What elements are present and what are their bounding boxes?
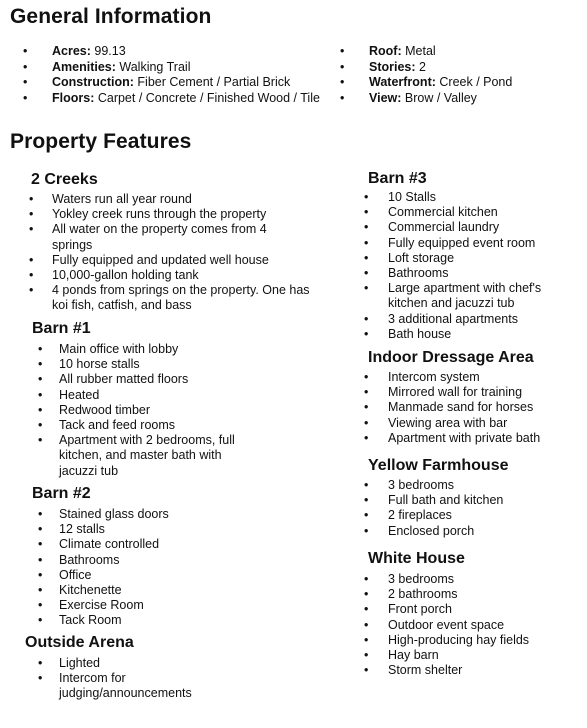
acres-value: 99.13 — [94, 44, 126, 58]
list-item: • Bathrooms — [32, 553, 262, 568]
list-item: • Mirrored wall for training — [361, 385, 576, 400]
list-item: • Large apartment with chef's kitchen and jacuzzi tub — [361, 281, 566, 311]
list-item: • All rubber matted floors — [32, 372, 262, 387]
list-item: • Enclosed porch — [361, 524, 566, 539]
list-item: • Exercise Room — [32, 598, 262, 613]
list-item: • Waters run all year round — [25, 192, 310, 207]
creeks-heading: 2 Creeks — [31, 171, 98, 188]
list-item: • Bath house — [361, 327, 566, 342]
floors-row — [10, 91, 320, 107]
list-item: • Full bath and kitchen — [361, 493, 566, 508]
list-item: • 2 bathrooms — [361, 587, 566, 602]
list-item: • High-producing hay fields — [361, 633, 566, 648]
list-item: • 10 horse stalls — [32, 357, 262, 372]
list-item: • Kitchenette — [32, 583, 262, 598]
floors-value: Carpet / Concrete / Finished Wood / Tile — [97, 90, 320, 105]
view-label: View: — [369, 90, 402, 105]
creeks-list — [25, 192, 310, 314]
white-house-list — [361, 572, 566, 678]
list-item: • Intercom system — [361, 370, 576, 385]
list-item: • 3 bedrooms — [361, 572, 566, 587]
list-item: • Redwood timber — [32, 403, 262, 418]
roof-row — [327, 44, 512, 60]
white-house-heading: White House — [368, 550, 465, 567]
barn1-heading: Barn #1 — [32, 320, 91, 337]
outside-arena-heading: Outside Arena — [25, 634, 134, 651]
list-item: • 12 stalls — [32, 522, 262, 537]
list-item: • 2 fireplaces — [361, 508, 566, 523]
list-item: • Main office with lobby — [32, 342, 262, 357]
list-item: • Heated — [32, 388, 262, 403]
stories-value: 2 — [419, 59, 426, 74]
list-item: • Yokley creek runs through the property — [25, 207, 310, 222]
amenities-value: Walking Trail — [119, 59, 191, 74]
list-item: • 4 ponds from springs on the property. One has koi fish, catfish, and bass — [25, 283, 310, 313]
waterfront-value: Creek / Pond — [439, 75, 513, 89]
list-item: • Hay barn — [361, 648, 566, 663]
amenities-row — [10, 60, 320, 76]
farmhouse-heading: Yellow Farmhouse — [368, 457, 509, 474]
list-item: • Manmade sand for horses — [361, 400, 576, 415]
stories-label: Stories: — [369, 59, 416, 74]
construction-row — [10, 75, 320, 91]
amenities-label: Amenities: — [52, 59, 116, 74]
list-item: • Apartment with private bath — [361, 431, 576, 446]
list-item: • Commercial laundry — [361, 220, 566, 235]
barn2-heading: Barn #2 — [32, 485, 91, 502]
construction-label: Construction: — [52, 75, 134, 89]
dressage-list — [361, 370, 576, 446]
dressage-heading: Indoor Dressage Area — [368, 349, 534, 366]
stories-row — [327, 60, 512, 76]
list-item: • 10 Stalls — [361, 190, 566, 205]
list-item: • Loft storage — [361, 251, 566, 266]
general-info-left-list — [10, 44, 320, 106]
acres-label: Acres: — [52, 44, 91, 58]
waterfront-label: Waterfront: — [369, 75, 436, 89]
list-item: • Apartment with 2 bedrooms, full kitchen, and master bath with jacuzzi tub — [32, 433, 262, 479]
list-item: • Fully equipped and updated well house — [25, 253, 310, 268]
list-item: • Commercial kitchen — [361, 205, 566, 220]
farmhouse-list — [361, 478, 566, 539]
list-item: • 10,000-gallon holding tank — [25, 268, 310, 283]
floors-label: Floors: — [52, 90, 95, 105]
roof-value: Metal — [405, 44, 436, 58]
list-item: • Storm shelter — [361, 663, 566, 678]
list-item: • Tack Room — [32, 613, 262, 628]
list-item: • Climate controlled — [32, 537, 262, 552]
waterfront-row — [327, 75, 512, 91]
outside-arena-list — [32, 656, 222, 702]
list-item: • Stained glass doors — [32, 507, 262, 522]
roof-label: Roof: — [369, 44, 402, 58]
list-item: • Front porch — [361, 602, 566, 617]
list-item: • Bathrooms — [361, 266, 566, 281]
barn1-list — [32, 342, 262, 479]
general-information-title: General Information — [10, 5, 212, 28]
list-item: • Outdoor event space — [361, 618, 566, 633]
list-item: • Office — [32, 568, 262, 583]
list-item: • Intercom for judging/announcements — [32, 671, 222, 701]
list-item: • 3 additional apartments — [361, 312, 566, 327]
list-item: • Lighted — [32, 656, 222, 671]
acres-row — [10, 44, 320, 60]
list-item: • Fully equipped event room — [361, 236, 566, 251]
barn3-heading: Barn #3 — [368, 170, 427, 187]
property-features-title: Property Features — [10, 130, 192, 153]
view-row — [327, 91, 512, 107]
list-item: • All water on the property comes from 4 springs — [25, 222, 310, 252]
barn3-list — [361, 190, 566, 342]
list-item: • Tack and feed rooms — [32, 418, 262, 433]
list-item: • Viewing area with bar — [361, 416, 576, 431]
construction-value: Fiber Cement / Partial Brick — [137, 75, 291, 89]
general-info-right-list — [327, 44, 512, 106]
view-value: Brow / Valley — [404, 90, 477, 105]
list-item: • 3 bedrooms — [361, 478, 566, 493]
barn2-list — [32, 507, 262, 629]
